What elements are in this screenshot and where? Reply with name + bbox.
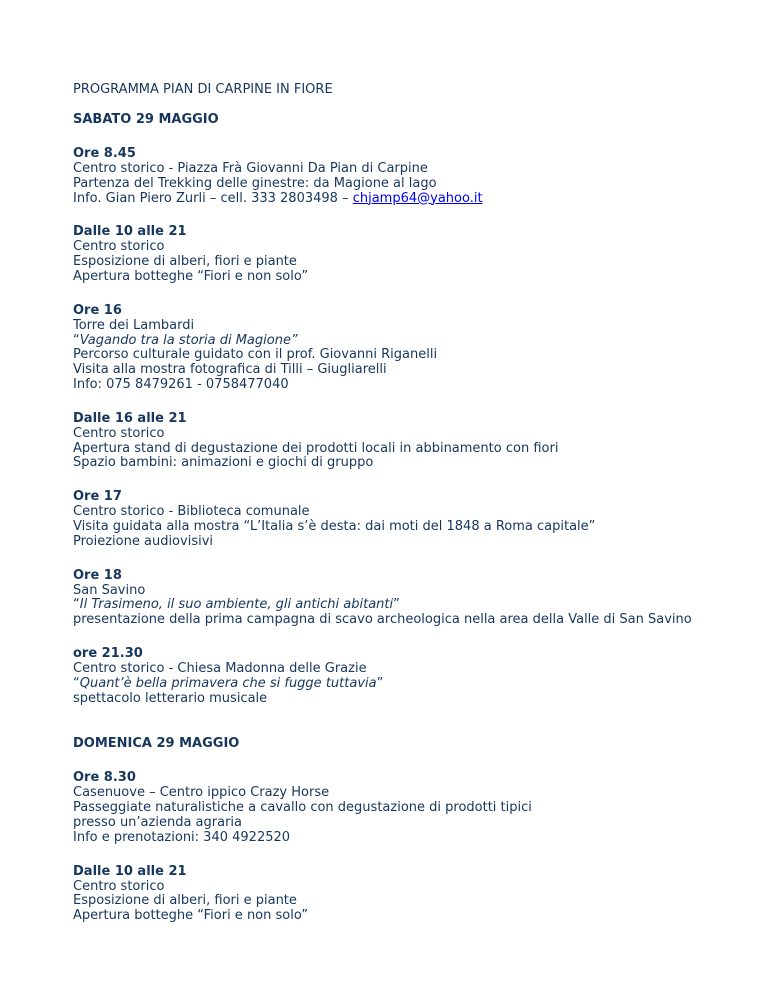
event-description: Spazio bambini: animazioni e giochi di gruppo xyxy=(73,455,374,471)
event-description: Percorso culturale guidato con il prof. Giovanni Riganelli xyxy=(73,347,438,363)
day-heading-saturday: SABATO 29 MAGGIO xyxy=(73,112,219,127)
event-location: Centro storico xyxy=(73,878,165,894)
close-quote: ” xyxy=(376,675,384,691)
event-sat-10-21 xyxy=(73,224,753,284)
event-description: Esposizione di alberi, fiori e piante xyxy=(73,893,297,909)
event-time: Dalle 16 alle 21 xyxy=(73,410,187,426)
open-quote: “ xyxy=(73,675,80,691)
event-info xyxy=(73,192,753,207)
event-location: Centro storico - Biblioteca comunale xyxy=(73,504,310,520)
event-title-text: Il Trasimeno, il suo ambiente, gli antichi abitanti xyxy=(79,597,394,613)
event-description: presentazione della prima campagna di scavo archeologica nella area della Valle di San Savino xyxy=(73,612,692,628)
event-time: ore 21.30 xyxy=(73,645,143,661)
document-page xyxy=(73,82,753,924)
event-time: Ore 8.45 xyxy=(73,146,136,161)
event-description: Apertura botteghe “Fiori e non solo” xyxy=(73,908,309,924)
event-title xyxy=(73,334,753,349)
event-description: Visita alla mostra fotografica di Tilli – Giugliarelli xyxy=(73,362,387,378)
event-info-text: Info. Gian Piero Zurli – cell. 333 2803498 – xyxy=(73,190,353,206)
event-description: Apertura botteghe “Fiori e non solo” xyxy=(73,268,309,284)
event-info: Info e prenotazioni: 340 4922520 xyxy=(73,829,291,845)
event-sat-17 xyxy=(73,489,753,549)
open-quote: “ xyxy=(73,597,80,613)
event-info: Info: 075 8479261 - 0758477040 xyxy=(73,376,289,392)
event-time: Ore 17 xyxy=(73,489,122,505)
event-time: Ore 18 xyxy=(73,567,122,583)
event-location: San Savino xyxy=(73,582,146,598)
event-sat-18 xyxy=(73,568,753,628)
event-description: spettacolo letterario musicale xyxy=(73,690,268,706)
event-time: Dalle 10 alle 21 xyxy=(73,224,187,240)
event-description: Apertura stand di degustazione dei prodotti locali in abbinamento con fiori xyxy=(73,440,559,456)
event-location: Torre dei Lambardi xyxy=(73,317,195,333)
event-title xyxy=(73,677,753,692)
event-sun-10-21 xyxy=(73,864,753,924)
event-location: Centro storico xyxy=(73,239,165,255)
document-title: PROGRAMMA PIAN DI CARPINE IN FIORE xyxy=(73,82,333,97)
event-sat-2130 xyxy=(73,646,753,706)
event-time: Dalle 10 alle 21 xyxy=(73,863,187,879)
event-sat-16-21 xyxy=(73,411,753,471)
email-link[interactable]: chjamp64@yahoo.it xyxy=(352,190,483,206)
event-description: Visita guidata alla mostra “L’Italia s’è desta: dai moti del 1848 a Roma capitale” xyxy=(73,518,596,534)
event-description: Esposizione di alberi, fiori e piante xyxy=(73,254,297,270)
event-sun-830 xyxy=(73,770,753,845)
event-sat-16 xyxy=(73,303,753,393)
day-heading-sunday: DOMENICA 29 MAGGIO xyxy=(73,736,240,752)
event-title-text: Quant’è bella primavera che si fugge tuttavia xyxy=(79,675,377,691)
event-description: Proiezione audiovisivi xyxy=(73,533,214,549)
event-description: presso un’azienda agraria xyxy=(73,814,242,830)
event-description: Partenza del Trekking delle ginestre: da Magione al lago xyxy=(73,175,437,191)
event-description: Passeggiate naturalistiche a cavallo con degustazione di prodotti tipici xyxy=(73,800,532,816)
event-title xyxy=(73,598,753,613)
event-title-text: Vagando tra la storia di Magione” xyxy=(79,332,298,348)
open-quote: “ xyxy=(73,332,80,348)
event-location: Centro storico - Chiesa Madonna delle Grazie xyxy=(73,660,367,676)
event-location: Centro storico xyxy=(73,425,165,441)
event-location: Centro storico - Piazza Frà Giovanni Da Pian di Carpine xyxy=(73,161,428,176)
close-quote: ” xyxy=(393,597,400,613)
event-sat-845 xyxy=(73,146,753,206)
event-time: Ore 8.30 xyxy=(73,770,136,786)
event-time: Ore 16 xyxy=(73,302,122,318)
event-location: Casenuove – Centro ippico Crazy Horse xyxy=(73,785,330,801)
